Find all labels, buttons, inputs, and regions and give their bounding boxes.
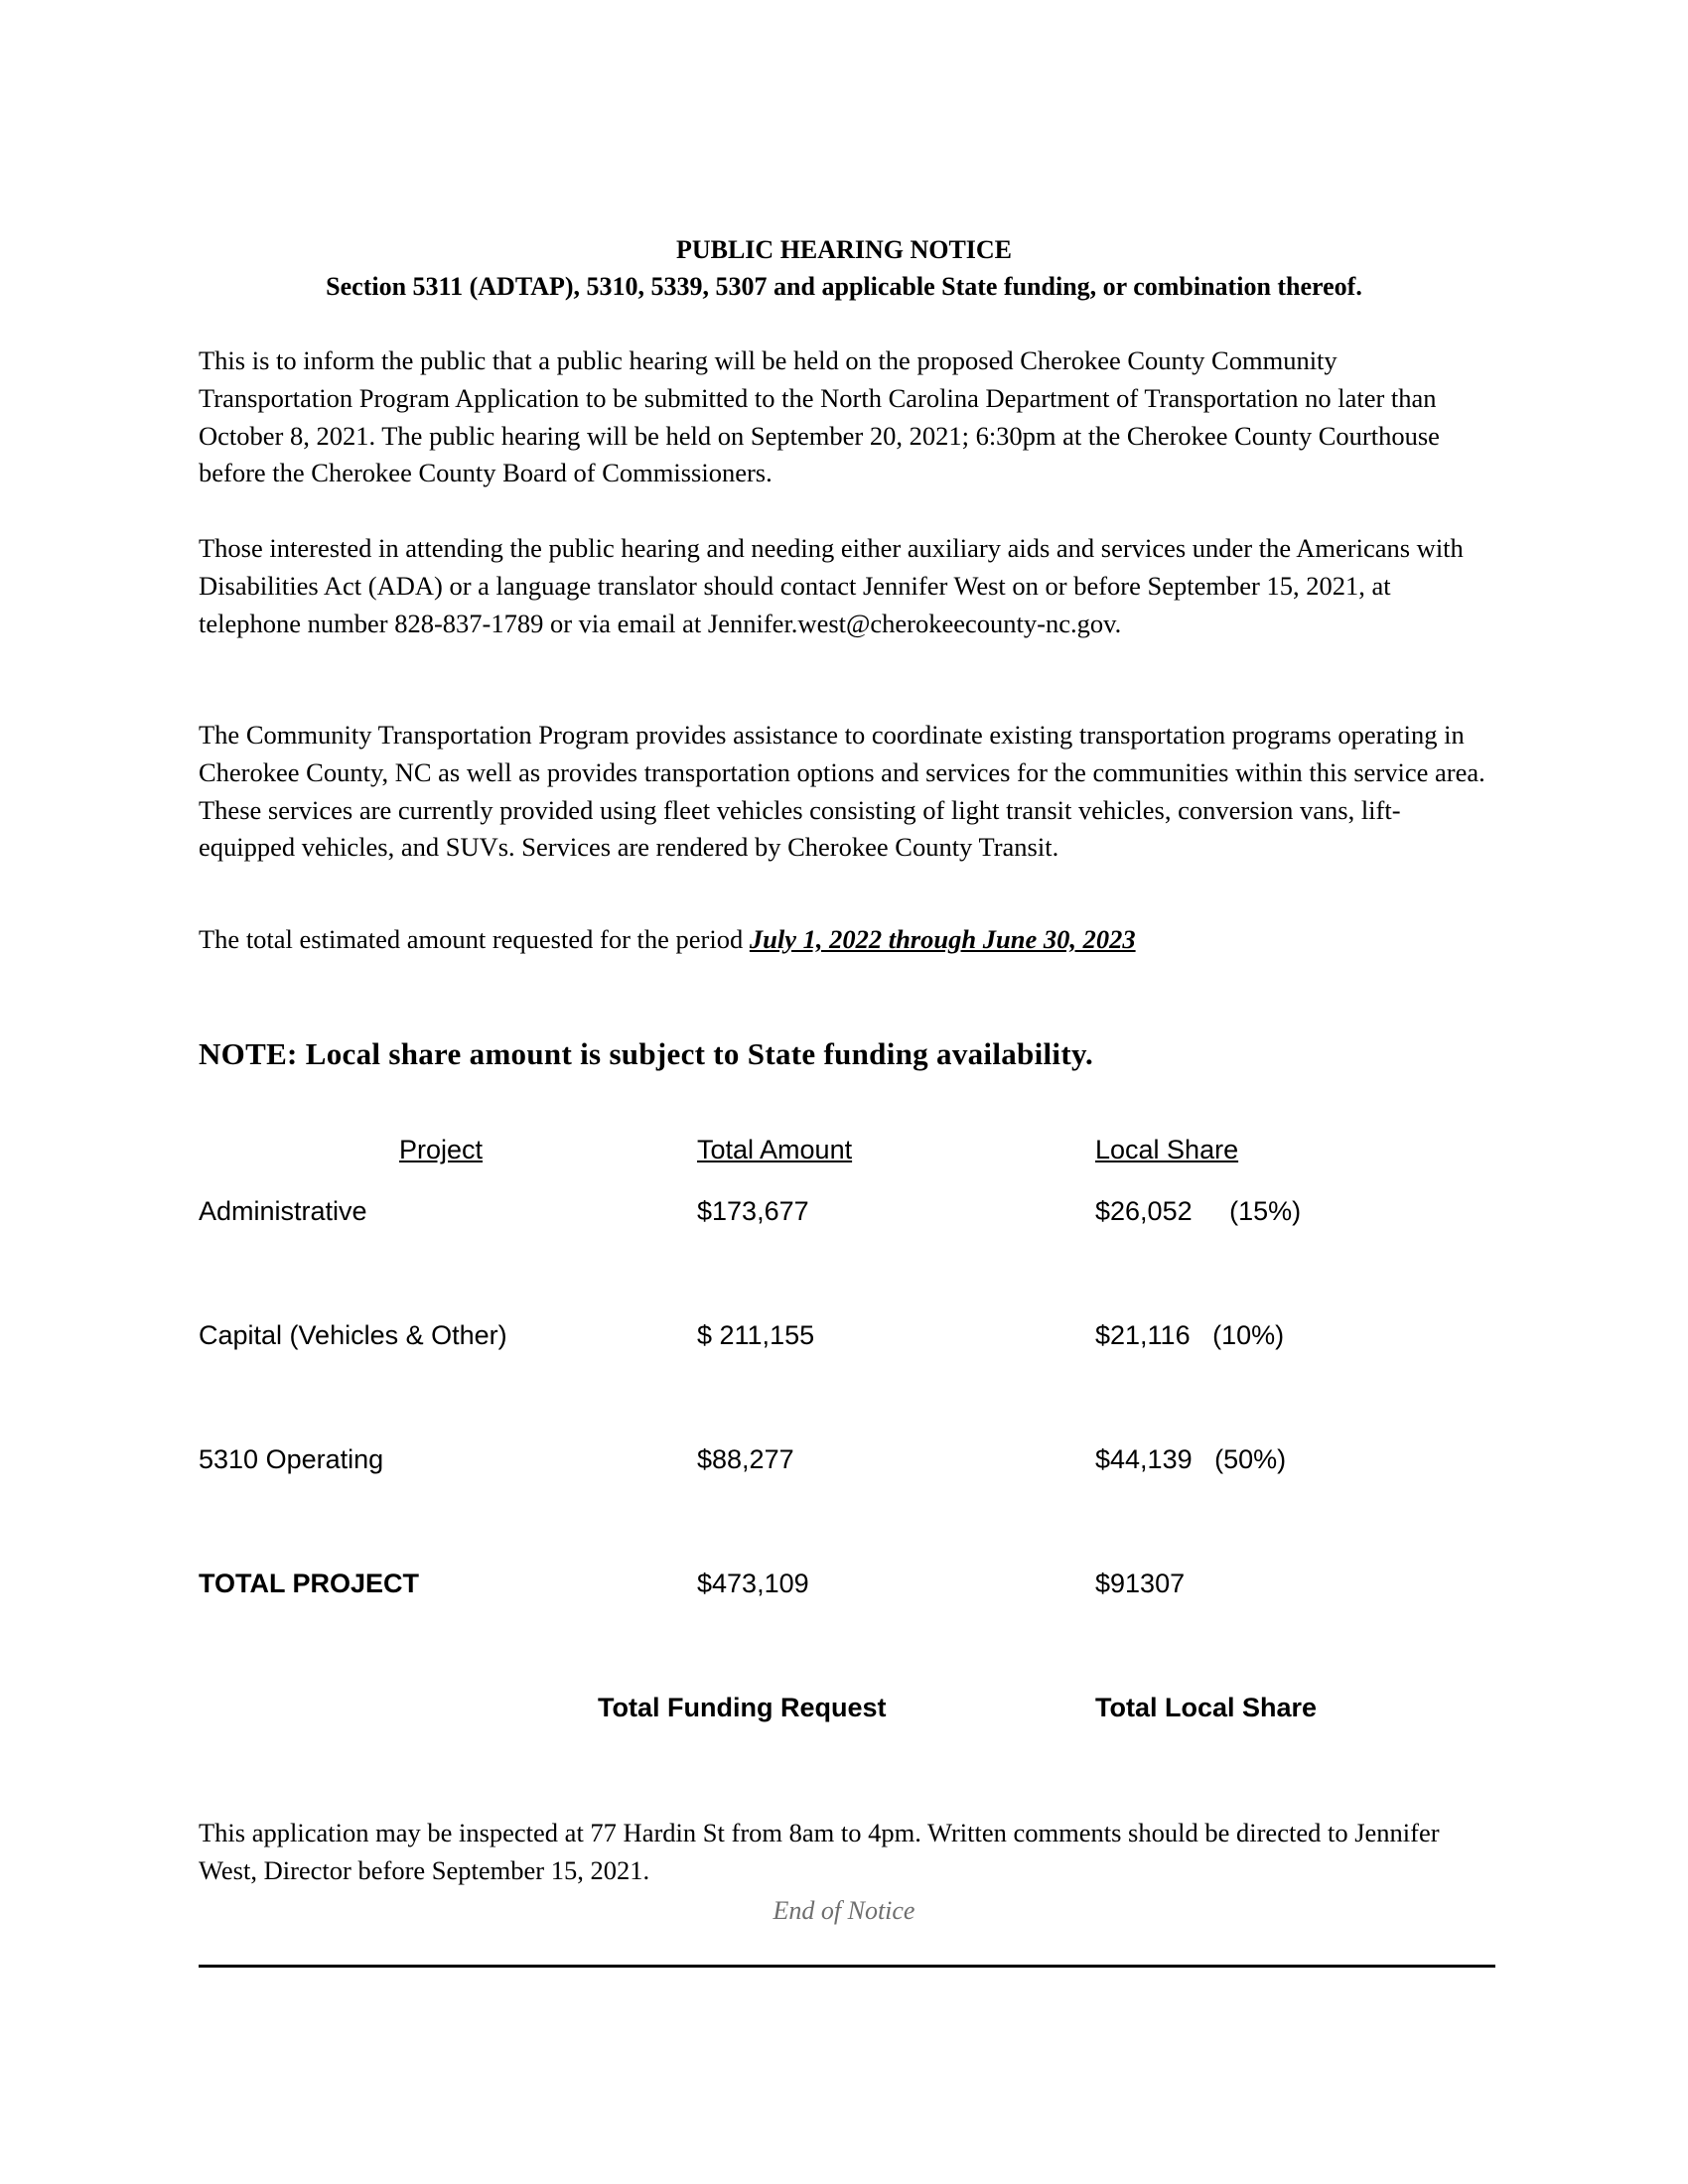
total-project-amount: $473,109 (697, 1569, 809, 1598)
row-total-amount: $173,677 (697, 1196, 809, 1226)
row-project: Capital (Vehicles & Other) (199, 1320, 507, 1350)
row-local-share: $26,052 (15%) (1095, 1196, 1302, 1226)
paragraph-inspection: This application may be inspected at 77 Hardin St from 8am to 4pm. Written comments should be directed to Jennifer West, Director before September 15, 2021. (199, 1818, 1440, 1885)
notice-title: PUBLIC HEARING NOTICE (675, 235, 1013, 264)
end-of-notice: End of Notice (773, 1896, 915, 1925)
row-total-amount: $ 211,155 (697, 1320, 815, 1350)
paragraph-program-description: The Community Transportation Program provides assistance to coordinate existing transportation programs operating in Cherokee County, NC as well as provides transportation options and services for the communities within this service area. These services are currently provided using fleet vehicles consisting of light transit vehicles, conversion vans, lift-equipped vehicles, and SUVs. Services are rendered by Cherokee County Transit. (199, 720, 1485, 863)
footer-total-local-share: Total Local Share (1095, 1693, 1318, 1722)
row-project: Administrative (199, 1196, 367, 1226)
header-project: Project (399, 1135, 484, 1164)
period-dates: July 1, 2022 through June 30, 2023 (749, 924, 1136, 954)
row-local-share: $44,139 (50%) (1095, 1444, 1287, 1474)
row-local-share: $21,116 (10%) (1095, 1320, 1285, 1350)
header-local-share: Local Share (1095, 1135, 1239, 1164)
footer-total-funding-request: Total Funding Request (598, 1693, 887, 1722)
notice-subtitle: Section 5311 (ADTAP), 5310, 5339, 5307 and applicable State funding, or combination thereof. (326, 272, 1362, 301)
bottom-divider (199, 1965, 1495, 1968)
total-local-share-amount: $91307 (1095, 1569, 1186, 1598)
funding-note: NOTE: Local share amount is subject to State funding availability. (199, 1036, 1094, 1071)
paragraph-accessibility: Those interested in attending the public hearing and needing either auxiliary aids and services under the Americans with Disabilities Act (ADA) or a language translator should contact Jennifer West on or before September 15, 2021, at telephone number 828-837-1789 or via email at Jennifer.west@cherokeecounty-nc.gov. (199, 533, 1464, 638)
header-total-amount: Total Amount (697, 1135, 853, 1164)
paragraph-requested-period (199, 921, 1489, 959)
row-project: 5310 Operating (199, 1444, 384, 1474)
row-total-amount: $88,277 (697, 1444, 794, 1474)
notice-page (199, 0, 1489, 2184)
period-prefix: The total estimated amount requested for the period (199, 924, 750, 954)
total-project-label: TOTAL PROJECT (199, 1569, 420, 1598)
paragraph-hearing-info: This is to inform the public that a public hearing will be held on the proposed Cherokee County Community Transportation Program Application to be submitted to the North Carolina Department of Transportation no later than October 8, 2021. The public hearing will be held on September 20, 2021; 6:30pm at the Cherokee County Courthouse before the Cherokee County Board of Commissioners. (199, 345, 1440, 488)
